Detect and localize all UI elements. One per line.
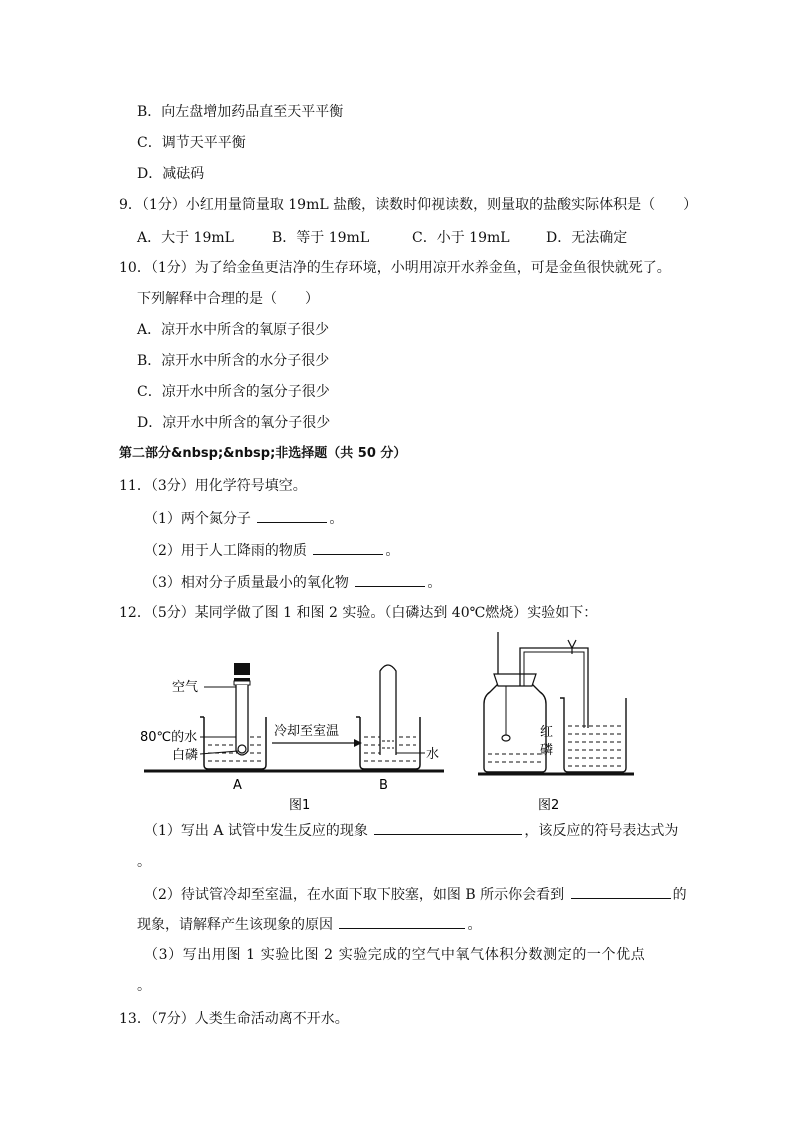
- q10-option-d: D．凉开水中所含的氧分子很少: [137, 415, 331, 431]
- q11-item-1-text: （1）两个氮分子: [144, 511, 251, 527]
- q11-item-1: [144, 508, 343, 529]
- q10-stem-line1: 10．（1分）为了给金鱼更洁净的生存环境，小明用凉开水养金鱼，可是金鱼很快就死了。: [119, 260, 671, 276]
- q11-item-3-text: （3）相对分子质量最小的氧化物: [144, 575, 349, 591]
- q9-option-c: C．小于 19mL: [412, 230, 510, 246]
- q12-part3: （3）写出用图 1 实验比图 2 实验完成的空气中氧气体积分数测定的一个优点: [144, 947, 646, 963]
- q12-part1-end: 。: [137, 854, 151, 870]
- arrow-right-icon: [354, 739, 362, 747]
- q8-option-c: C．调节天平平衡: [137, 135, 246, 151]
- label-water-80: 80℃的水: [140, 730, 198, 745]
- q12-part2-blank-reason[interactable]: [339, 914, 465, 929]
- caption-figure-2: 图2: [538, 798, 560, 813]
- combustion-spoon: [502, 735, 510, 741]
- label-cool: 冷却至室温: [274, 724, 340, 739]
- q11-item-2-answer-blank[interactable]: [313, 540, 383, 555]
- q9-stem: 9．（1分）小红用量筒量取 19mL 盐酸，读数时仰视读数，则量取的盐酸实际体积是（ ）: [119, 197, 698, 213]
- figure-2: [476, 630, 636, 815]
- q11-item-3: [144, 572, 441, 593]
- test-tube-b: [380, 665, 396, 755]
- q11-item-1-answer-blank[interactable]: [257, 508, 327, 523]
- q10-option-b: B．凉开水中所含的水分子很少: [137, 353, 330, 369]
- label-a: A: [233, 778, 242, 793]
- q8-option-d: D．减砝码: [137, 166, 205, 182]
- q13-stem: 13．（7分）人类生命活动离不开水。: [119, 1011, 349, 1027]
- q12-part2-line2: [137, 914, 481, 935]
- q11-item-3-answer-blank[interactable]: [355, 572, 425, 587]
- q11-item-2: [144, 540, 399, 561]
- q12-part2-line2-text: 现象，请解释产生该现象的原因: [137, 917, 333, 933]
- q12-part2-suffix: 的: [672, 887, 687, 903]
- q9-option-a: A．大于 19mL: [137, 230, 234, 246]
- q12-part2-text: （2）待试管冷却至室温，在水面下取下胶塞，如图 B 所示你会看到: [144, 887, 565, 903]
- caption-figure-1: 图1: [289, 798, 311, 813]
- section2-title: 第二部分&nbsp;&nbsp;非选择题（共 50 分）: [119, 446, 407, 461]
- figure2-beaker-water: [568, 726, 622, 766]
- q12-part1-blank[interactable]: [374, 820, 522, 835]
- q11-item-2-text: （2）用于人工降雨的物质: [144, 543, 307, 559]
- q12-part2-line2-end: 。: [467, 917, 482, 933]
- q11-item-1-end: 。: [329, 511, 344, 527]
- rubber-stopper: [494, 674, 536, 686]
- q9-option-d: D．无法确定: [546, 230, 628, 246]
- q10-option-a: A．凉开水中所含的氧原子很少: [137, 322, 330, 338]
- label-water: 水: [426, 747, 440, 762]
- label-air: 空气: [172, 680, 199, 695]
- test-tube-a: [232, 663, 252, 755]
- label-red-phosphorus-1: 红: [540, 725, 554, 740]
- q12-part2-blank-phenomenon[interactable]: [571, 884, 671, 899]
- q12-part3-end: 。: [137, 978, 151, 994]
- beaker-a-water: [208, 737, 262, 761]
- q11-item-3-end: 。: [427, 575, 442, 591]
- q8-option-b: B．向左盘增加药品直至天平平衡: [137, 104, 344, 120]
- q12-part1: [144, 820, 678, 841]
- q12-part1-text: （1）写出 A 试管中发生反应的现象: [144, 823, 368, 839]
- q12-stem: 12．（5分）某同学做了图 1 和图 2 实验。（白磷达到 40℃燃烧）实验如下：: [119, 605, 598, 621]
- q10-option-c: C．凉开水中所含的氢分子很少: [137, 384, 330, 400]
- label-red-phosphorus-2: 磷: [540, 743, 554, 758]
- q10-stem-line2: 下列解释中合理的是（ ）: [137, 291, 319, 307]
- q11-item-2-end: 。: [385, 543, 400, 559]
- label-white-phosphorus: 白磷: [172, 748, 199, 763]
- collecting-bottle: [484, 684, 546, 772]
- figure-1: [138, 655, 448, 815]
- label-b: B: [379, 778, 388, 793]
- bottle-water: [488, 754, 542, 762]
- q11-stem: 11．（3分）用化学符号填空。: [119, 478, 307, 494]
- q12-part1-suffix: ，该反应的符号表达式为: [524, 823, 679, 839]
- clamp-icon: [568, 640, 576, 648]
- q12-part2: [144, 884, 687, 905]
- q9-option-b: B．等于 19mL: [272, 230, 370, 246]
- figure2-beaker: [560, 698, 626, 772]
